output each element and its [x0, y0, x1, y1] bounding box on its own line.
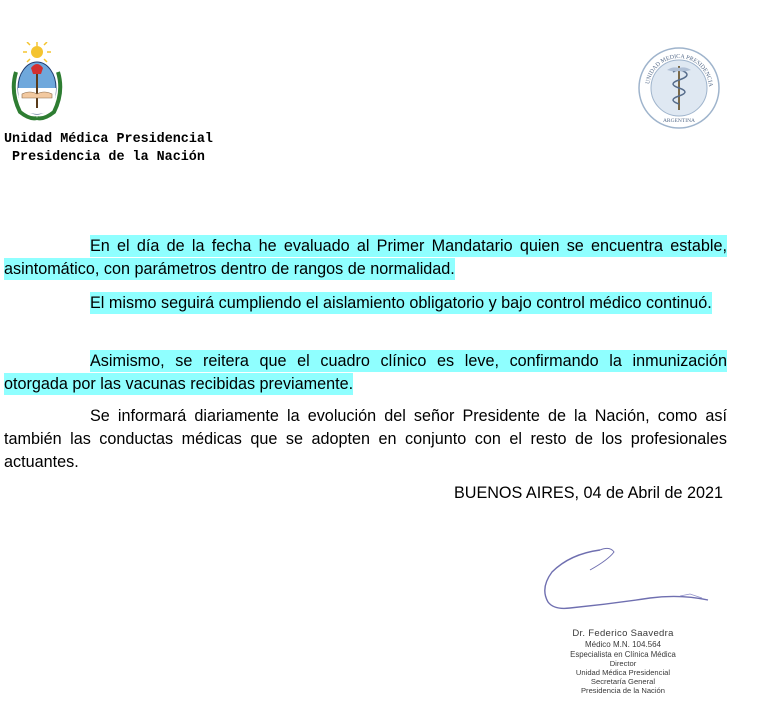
highlighted-text: En el día de la fecha he evaluado al Primer Mandatario quien se encuentra estable, asintomático, con parámetros dentro de rangos de normalidad.: [4, 237, 727, 278]
highlighted-text: El mismo seguirá cumpliendo el aislamiento obligatorio y bajo control médico continuó.: [90, 294, 712, 312]
paragraph-1: [4, 235, 727, 281]
seal-ring-text: UNIDAD MEDICA PRESIDENCIA: [645, 53, 714, 88]
org-name: Unidad Médica Presidencial: [4, 132, 213, 147]
stamp-role: Director: [609, 659, 637, 668]
org-subtitle: Presidencia de la Nación: [12, 150, 205, 165]
coat-of-arms-icon: [8, 42, 66, 122]
signature: [530, 540, 720, 620]
stamp-specialty: Especialista en Clínica Médica: [570, 650, 676, 659]
paragraph-2: [4, 292, 727, 315]
paragraph-4: Se informará diariamente la evolución del señor Presidente de la Nación, como así también las conductas médicas que se adopten en conjunto con el resto de los profesionales actuantes.: [4, 407, 727, 471]
unidad-medica-seal-icon: [637, 46, 721, 130]
document-date: BUENOS AIRES, 04 de Abril de 2021: [453, 484, 723, 502]
paragraph-3: [4, 350, 727, 396]
seal-bottom-text: ARGENTINA: [662, 118, 696, 124]
stamp-presidency: Presidencia de la Nación: [580, 686, 665, 695]
stamp-unit: Unidad Médica Presidencial: [575, 668, 671, 677]
stamp-license: Médico M.N. 104.564: [584, 640, 662, 649]
stamp-name: Dr. Federico Saavedra: [572, 628, 674, 639]
stamp-secretariat: Secretaría General: [590, 677, 656, 686]
highlighted-text: Asimismo, se reitera que el cuadro clínico es leve, confirmando la inmunización otorgada por las vacunas recibidas previamente.: [4, 352, 727, 393]
